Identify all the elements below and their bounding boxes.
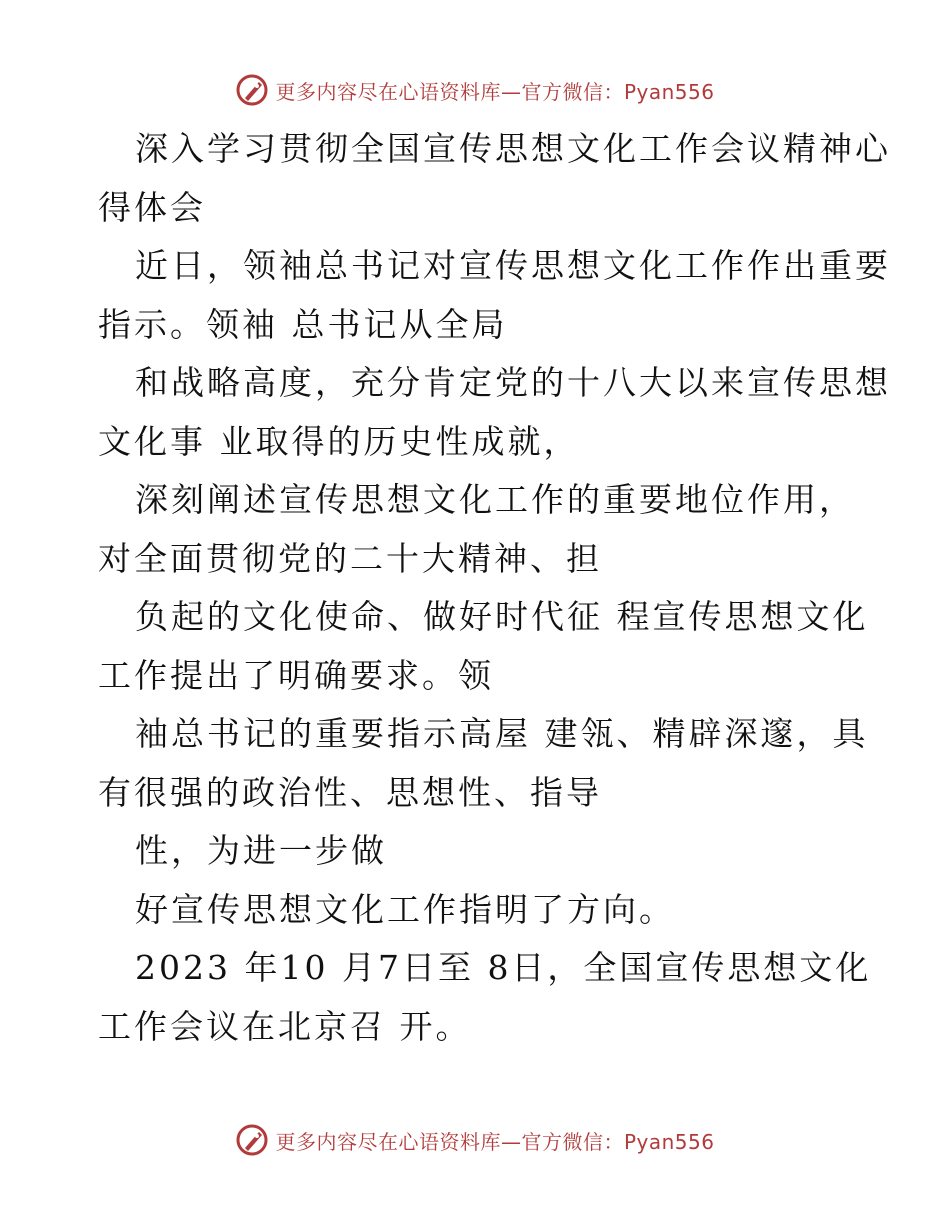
text-line: 有很强的政治性、思想性、指导: [98, 772, 602, 812]
watermark-footer-inner: [235, 1123, 714, 1157]
watermark-wechat-text: 官方微信：Pyan556: [521, 1129, 715, 1154]
text-line: 负起的文化使命、做好时代征 程宣传思想文化: [135, 597, 869, 636]
text-line: 近日，领袖总书记对宣传思想文化工作作出重要: [135, 246, 891, 285]
watermark-header-text: [275, 76, 714, 105]
watermark-footer: [0, 1120, 950, 1160]
pen-logo-icon: [235, 73, 269, 107]
watermark-site-text: 更多内容尽在心语资料库: [275, 1129, 501, 1154]
watermark-dash: —: [500, 79, 522, 104]
watermark-header: [0, 70, 950, 110]
text-line: 好宣传思想文化工作指明了方向。: [135, 889, 675, 929]
text-line: 袖总书记的重要指示高屋 建瓴、精辟深邃，具: [135, 714, 869, 753]
text-line: 指示。领袖 总书记从全局: [98, 304, 508, 344]
watermark-wechat-text: 官方微信：Pyan556: [521, 79, 715, 104]
text-line: 工作会议在北京召 开。: [98, 1006, 472, 1046]
text-line: 和战略高度，充分肯定党的十八大以来宣传思想: [135, 363, 891, 402]
text-line: 2023 年10 月7日至 8日，全国宣传思想文化: [135, 948, 872, 987]
text-line: 深入学习贯彻全国宣传思想文化工作会议精神心: [135, 129, 891, 168]
watermark-site-text: 更多内容尽在心语资料库: [275, 79, 501, 104]
text-line: 性，为进一步做: [135, 831, 387, 870]
text-line: 对全面贯彻党的二十大精神、担: [98, 538, 602, 578]
text-line: 得体会: [98, 187, 206, 227]
text-line: 文化事 业取得的历史性成就，: [98, 421, 580, 461]
document-body: [98, 120, 891, 1056]
text-line: 深刻阐述宣传思想文化工作的重要地位作用，: [135, 480, 855, 519]
watermark-footer-text: [275, 1126, 714, 1155]
text-line: 工作提出了明确要求。领: [98, 655, 494, 695]
watermark-dash: —: [500, 1129, 522, 1154]
watermark-header-inner: [235, 73, 714, 107]
pen-logo-icon: [235, 1123, 269, 1157]
